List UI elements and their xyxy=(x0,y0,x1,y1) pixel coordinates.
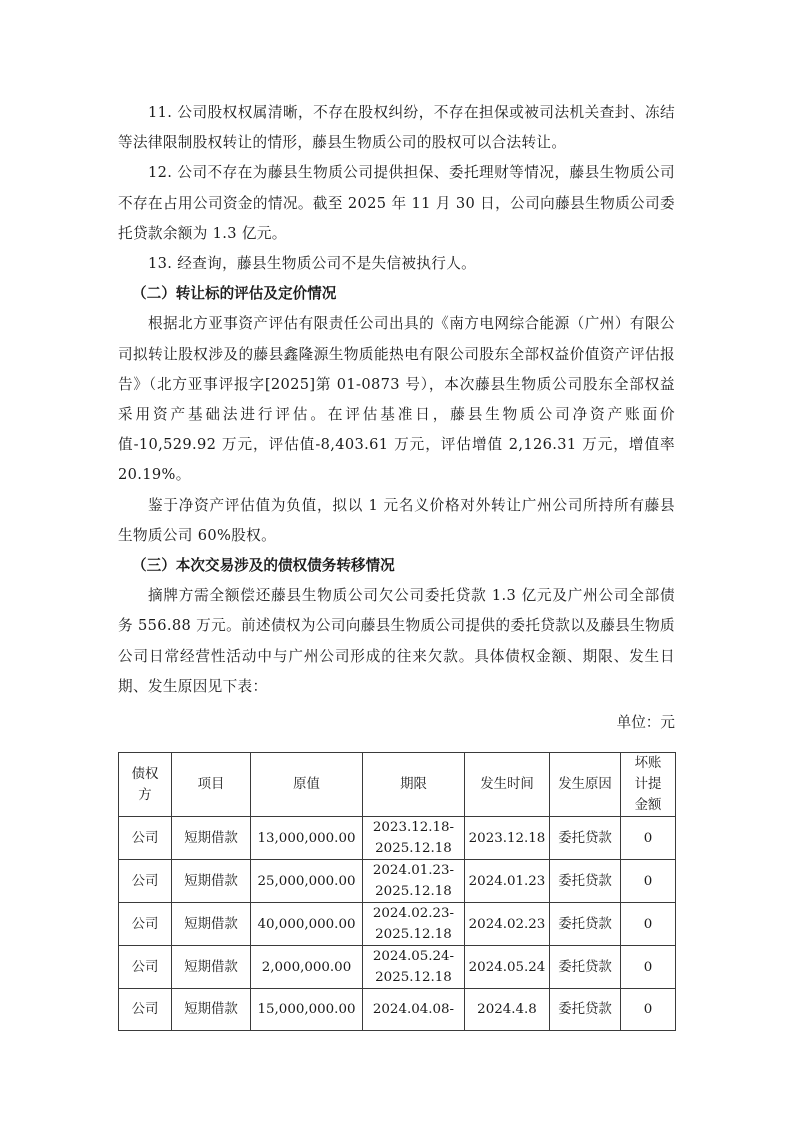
cell-creditor: 公司 xyxy=(119,860,172,903)
header-item: 项目 xyxy=(172,753,251,817)
paragraph-valuation: 根据北方亚事资产评估有限责任公司出具的《南方电网综合能源（广州）有限公司拟转让股权涉及的藤县鑫隆源生物质能热电有限公司股东全部权益价值资产评估报告》（北方亚事评报字[2025]第 01-0873 号），本次藤县生物质公司股东全部权益采用资产基础法进行评估。在评估基准日，藤县生物质公司净资产账面价值-10,529.92 万元，评估值-8,403.61 万元，评估增值 2,126.31 万元，增值率 20.19%。 xyxy=(118,315,675,484)
paragraph-pricing: 鉴于净资产评估值为负值，拟以 1 元名义价格对外转让广州公司所持所有藤县生物质公司 60%股权。 xyxy=(118,496,675,544)
header-creditor: 债权方 xyxy=(119,753,172,817)
cell-creditor: 公司 xyxy=(119,817,172,860)
cell-reason: 委托贷款 xyxy=(550,860,621,903)
cell-term xyxy=(363,946,465,989)
cell-creditor: 公司 xyxy=(119,989,172,1031)
cell-bad-debt: 0 xyxy=(621,860,676,903)
cell-term xyxy=(363,817,465,860)
cell-creditor: 公司 xyxy=(119,903,172,946)
cell-date: 2024.02.23 xyxy=(465,903,550,946)
section-heading-debt-transfer: （三）本次交易涉及的债权债务转移情况 xyxy=(132,557,395,575)
term-end: 2025.12.18 xyxy=(375,884,452,899)
table-row xyxy=(119,860,676,903)
cell-amount: 13,000,000.00 xyxy=(251,817,363,860)
cell-date: 2023.12.18 xyxy=(465,817,550,860)
cell-amount: 2,000,000.00 xyxy=(251,946,363,989)
cell-bad-debt: 0 xyxy=(621,817,676,860)
debt-table xyxy=(118,752,676,1031)
header-bad-debt: 坏账计提金额 xyxy=(621,753,676,817)
cell-date: 2024.05.24 xyxy=(465,946,550,989)
table-row xyxy=(119,817,676,860)
header-term: 期限 xyxy=(363,753,465,817)
term-start: 2024.01.23- xyxy=(372,863,455,878)
term-start: 2023.12.18- xyxy=(372,820,455,835)
table-unit-label: 单位：元 xyxy=(616,714,675,732)
term-end: 2025.12.18 xyxy=(375,927,452,942)
cell-amount: 25,000,000.00 xyxy=(251,860,363,903)
cell-reason: 委托贷款 xyxy=(550,989,621,1031)
cell-item: 短期借款 xyxy=(172,903,251,946)
cell-item: 短期借款 xyxy=(172,860,251,903)
term-start: 2024.02.23- xyxy=(372,906,455,921)
section-heading-valuation: （二）转让标的评估及定价情况 xyxy=(132,285,337,303)
cell-item: 短期借款 xyxy=(172,989,251,1031)
cell-term xyxy=(363,989,465,1031)
header-date: 发生时间 xyxy=(465,753,550,817)
cell-reason: 委托贷款 xyxy=(550,946,621,989)
paragraph-item-11: 11. 公司股权权属清晰，不存在股权纠纷，不存在担保或被司法机关查封、冻结等法律限制股权转让的情形，藤县生物质公司的股权可以合法转让。 xyxy=(118,104,675,152)
cell-amount: 15,000,000.00 xyxy=(251,989,363,1031)
cell-reason: 委托贷款 xyxy=(550,817,621,860)
cell-date: 2024.4.8 xyxy=(465,989,550,1031)
document-body xyxy=(118,98,675,738)
term-end: 2025.12.18 xyxy=(375,841,452,856)
paragraph-debt-transfer: 摘牌方需全额偿还藤县生物质公司欠公司委托贷款 1.3 亿元及广州公司全部债务 556.88 万元。前述债权为公司向藤县生物质公司提供的委托贷款以及藤县生物质公司日常经营性活动中与广州公司形成的往来欠款。具体债权金额、期限、发生日期、发生原因见下表： xyxy=(118,587,675,695)
header-amount: 原值 xyxy=(251,753,363,817)
term-start: 2024.05.24- xyxy=(372,949,455,964)
header-reason: 发生原因 xyxy=(550,753,621,817)
table-row xyxy=(119,946,676,989)
cell-reason: 委托贷款 xyxy=(550,903,621,946)
cell-item: 短期借款 xyxy=(172,817,251,860)
cell-bad-debt: 0 xyxy=(621,903,676,946)
table-header-row xyxy=(119,753,676,817)
cell-date: 2024.01.23 xyxy=(465,860,550,903)
cell-item: 短期借款 xyxy=(172,946,251,989)
term-start: 2024.04.08- xyxy=(372,1002,455,1017)
term-end: 2025.12.18 xyxy=(375,970,452,985)
cell-amount: 40,000,000.00 xyxy=(251,903,363,946)
table-row xyxy=(119,903,676,946)
cell-bad-debt: 0 xyxy=(621,989,676,1031)
cell-term xyxy=(363,903,465,946)
cell-creditor: 公司 xyxy=(119,946,172,989)
paragraph-item-13: 13. 经查询，藤县生物质公司不是失信被执行人。 xyxy=(148,255,477,273)
paragraph-item-12: 12. 公司不存在为藤县生物质公司提供担保、委托理财等情况，藤县生物质公司不存在占用公司资金的情况。截至 2025 年 11 月 30 日，公司向藤县生物质公司委托贷款余额为 1.3 亿元。 xyxy=(118,164,675,242)
cell-bad-debt: 0 xyxy=(621,946,676,989)
cell-term xyxy=(363,860,465,903)
table-row xyxy=(119,989,676,1031)
